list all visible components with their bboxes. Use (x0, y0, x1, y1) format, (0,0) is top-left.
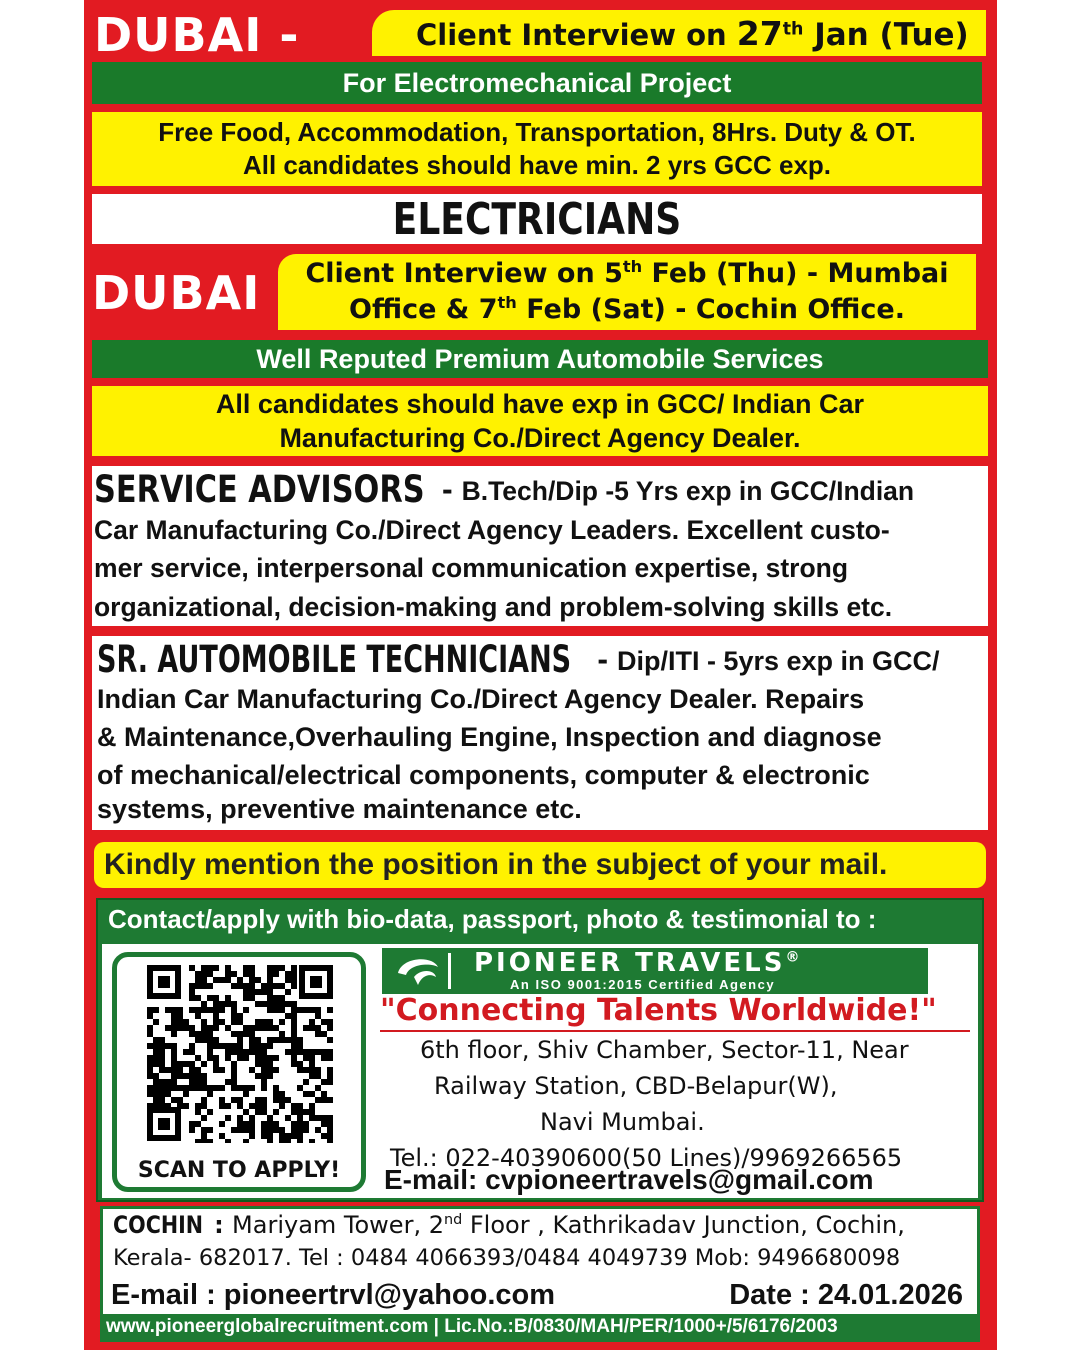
job-2-line-5: systems, preventive maintenance etc. (97, 794, 582, 824)
dubai-label-2: DUBAI (92, 266, 261, 320)
job-2-title: SR. AUTOMOBILE TECHNICIANS (97, 638, 572, 681)
contact-header: Contact/apply with bio-data, passport, photo & testimonial to : (108, 904, 877, 934)
interview-banner-2 (278, 254, 976, 330)
interview-banner-1 (372, 10, 986, 56)
job-1-line-2: Car Manufacturing Co./Direct Agency Leaders. Excellent custo- (94, 514, 890, 545)
cochin-line-2: Kerala- 682017. Tel : 0484 4066393/0484 4049739 Mob: 9496680098 (113, 1245, 901, 1271)
cochin-panel (100, 1206, 980, 1316)
interview-line-2: Office & 7th Feb (Sat) - Cochin Office. (349, 293, 905, 325)
role-title: ELECTRICIANS (392, 194, 682, 245)
contact-inner (102, 944, 978, 1198)
role-title-box (92, 194, 982, 244)
job-1-line-4: organizational, decision-making and problem-solving skills etc. (94, 591, 893, 622)
qr-caption: SCAN TO APPLY! (137, 1158, 341, 1183)
job-2-line-3: & Maintenance,Overhauling Engine, Inspection and diagnose (97, 722, 882, 752)
job-card-automobile-technicians (92, 636, 988, 830)
job-1-line-1: SERVICE ADVISORS - B.Tech/Dip -5 Yrs exp in GCC/Indian (94, 468, 915, 511)
tagline: "Connecting Talents Worldwide!" (380, 992, 970, 1032)
pioneer-logo-icon (392, 951, 452, 991)
dubai-label-1: DUBAI - (94, 8, 300, 62)
job-card-service-advisors (92, 466, 988, 626)
job-2-line-4: of mechanical/electrical components, computer & electronic (97, 760, 870, 790)
company-bar: Well Reputed Premium Automobile Services (92, 340, 988, 378)
benefits-line-2: All candidates should have min. 2 yrs GCC exp. (242, 150, 832, 180)
brand-subtitle: An ISO 9001:2015 Certified Agency (510, 977, 776, 992)
mention-bar: Kindly mention the position in the subject of your mail. (94, 842, 986, 888)
address (390, 1032, 970, 1176)
telephone: Tel.: 022-40390600(50 Lines)/9969266565 (390, 1144, 903, 1172)
job-1-title: SERVICE ADVISORS (94, 468, 425, 511)
footer-text[interactable]: www.pioneerglobalrecruitment.com | Lic.No.:B/0830/MAH/PER/1000+/5/6176/2003 (106, 1316, 838, 1337)
address-line-1: 6th floor, Shiv Chamber, Sector-11, Near (420, 1036, 909, 1064)
brand-banner (382, 948, 928, 994)
requirements-box (92, 386, 988, 456)
requirements-line-1: All candidates should have exp in GCC/ Indian Car (215, 389, 865, 419)
interview-text-1: Client Interview on 27th Jan (Tue) (416, 14, 969, 53)
benefits-line-1: Free Food, Accommodation, Transportation, 8Hrs. Duty & OT. (158, 117, 916, 147)
footer-bar (100, 1314, 980, 1342)
contact-panel (96, 898, 984, 1202)
address-line-3: Navi Mumbai. (540, 1108, 705, 1136)
cochin-line-1: COCHIN : Mariyam Tower, 2nd Floor , Kathrikadav Junction, Cochin, (113, 1211, 905, 1239)
job-1-line-3: mer service, interpersonal communication expertise, strong (94, 553, 849, 583)
cochin-label: COCHIN (113, 1211, 204, 1239)
cochin-email[interactable]: E-mail : pioneertrvl@yahoo.com (111, 1279, 556, 1311)
project-bar: For Electromechanical Project (92, 62, 982, 104)
job-2-line-2: Indian Car Manufacturing Co./Direct Agency Dealer. Repairs (97, 684, 865, 714)
brand-name: PIONEER TRAVELS® (474, 948, 803, 978)
interview-line-1: Client Interview on 5th Feb (Thu) - Mumbai (305, 257, 949, 289)
address-line-2: Railway Station, CBD-Belapur(W), (434, 1072, 838, 1100)
post-date: Date : 24.01.2026 (729, 1279, 963, 1311)
qr-card (112, 952, 366, 1192)
benefits-box (92, 112, 982, 186)
job-2-line-1: SR. AUTOMOBILE TECHNICIANS - Dip/ITI - 5yrs exp in GCC/ (97, 638, 940, 681)
contact-email[interactable]: E-mail: cvpioneertravels@gmail.com (384, 1164, 874, 1195)
qr-code-icon[interactable] (145, 963, 335, 1143)
requirements-line-2: Manufacturing Co./Direct Agency Dealer. (279, 423, 801, 453)
